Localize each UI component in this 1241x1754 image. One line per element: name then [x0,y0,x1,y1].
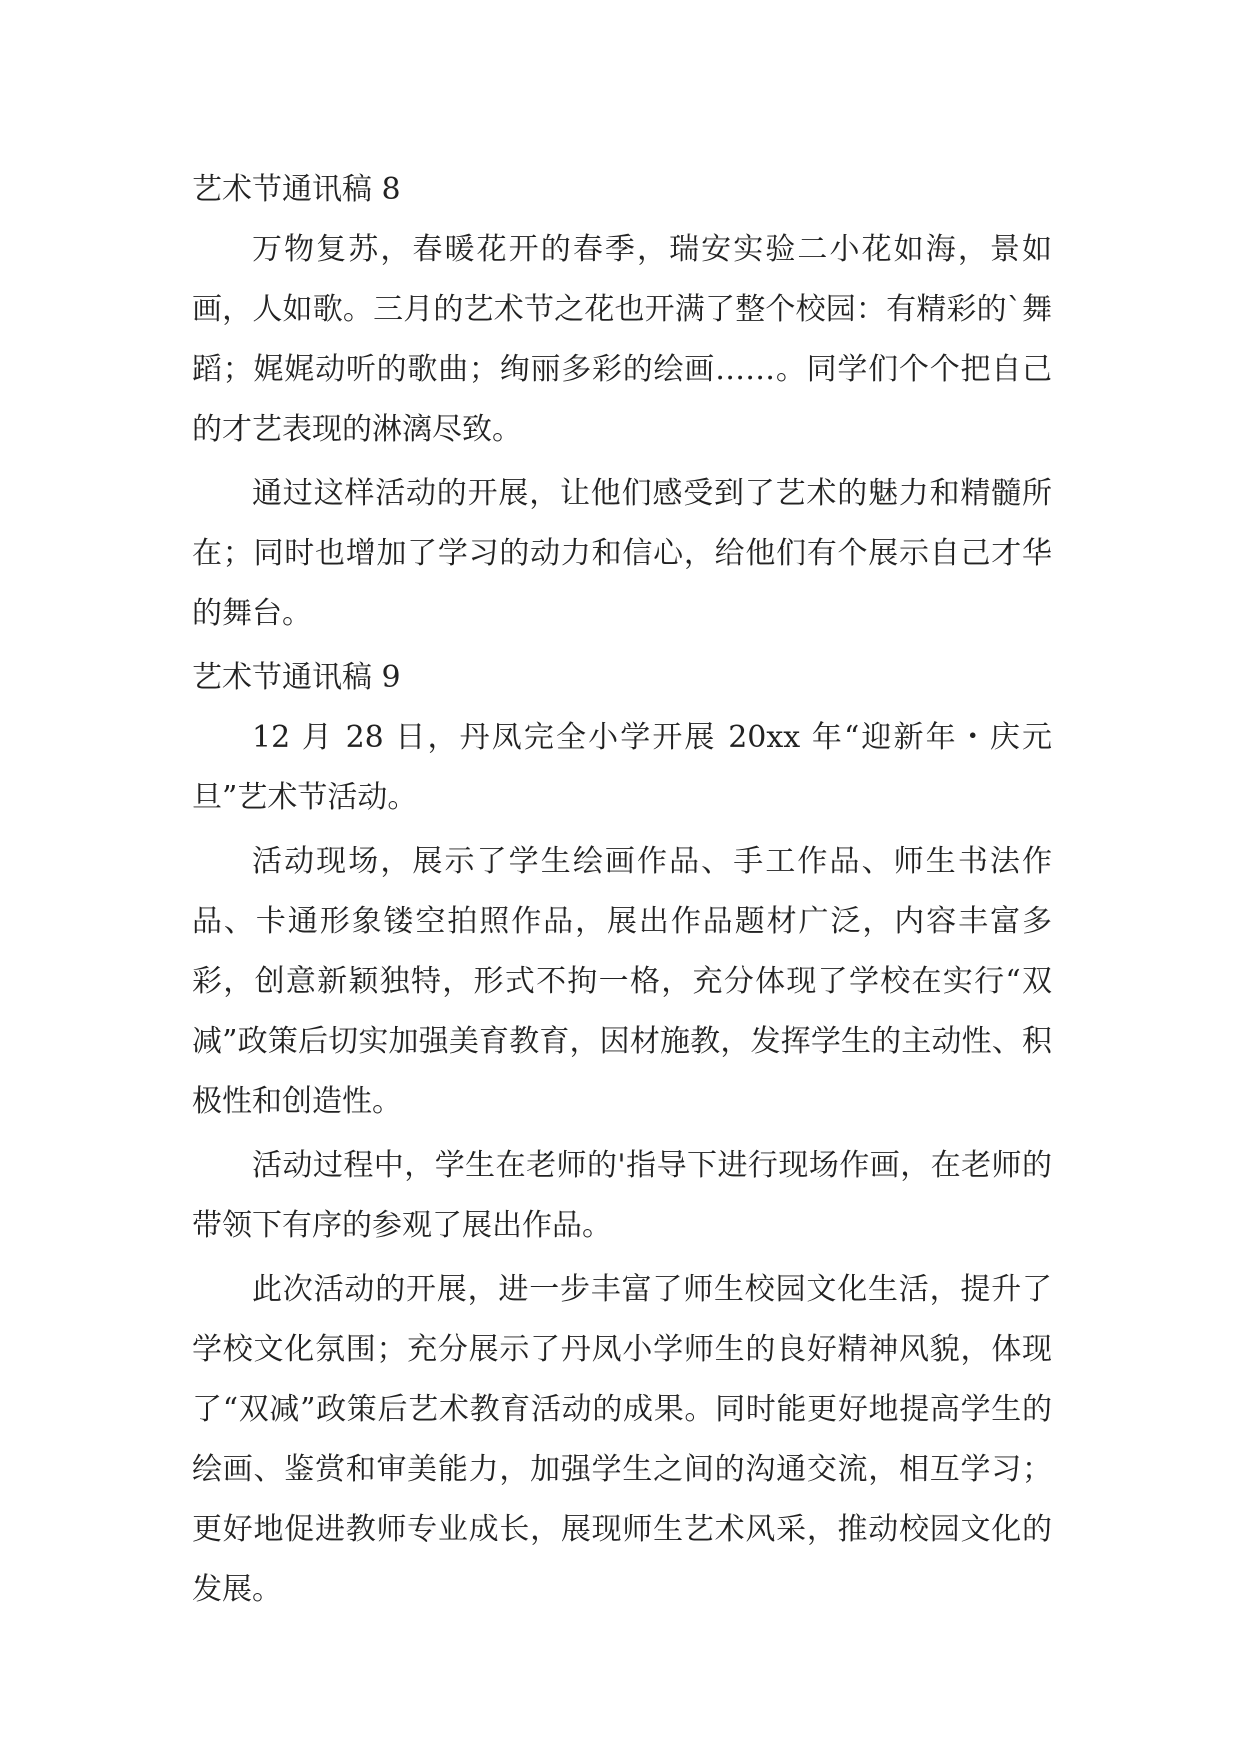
document-page [192,160,1052,1624]
paragraph: 12 月 28 日，丹凤完全小学开展 20xx 年“迎新年・庆元旦”艺术节活动。 [192,720,1052,815]
paragraph: 通过这样活动的开展，让他们感受到了艺术的魅力和精髓所在；同时也增加了学习的动力和信心，给他们有个展示自己才华的舞台。 [192,476,1052,631]
section-9 [192,648,1052,1620]
paragraph: 万物复苏，春暖花开的春季，瑞安实验二小花如海，景如画，人如歌。三月的艺术节之花也开满了整个校园：有精彩的`舞蹈；娓娓动听的歌曲；绚丽多彩的绘画……。同学们个个把自己的才艺表现的淋漓尽致。 [192,232,1052,447]
paragraph: 活动过程中，学生在老师的'指导下进行现场作画，在老师的带领下有序的参观了展出作品。 [192,1148,1052,1243]
section-8 [192,160,1052,644]
paragraph: 活动现场，展示了学生绘画作品、手工作品、师生书法作品、卡通形象镂空拍照作品，展出作品题材广泛，内容丰富多彩，创意新颖独特，形式不拘一格，充分体现了学校在实行“双减”政策后切实加强美育教育，因材施教，发挥学生的主动性、积极性和创造性。 [192,844,1052,1119]
section-title: 艺术节通讯稿 9 [192,660,401,695]
section-title: 艺术节通讯稿 8 [192,172,401,207]
paragraph: 此次活动的开展，进一步丰富了师生校园文化生活，提升了学校文化氛围；充分展示了丹凤小学师生的良好精神风貌，体现了“双减”政策后艺术教育活动的成果。同时能更好地提高学生的绘画、鉴赏和审美能力，加强学生之间的沟通交流，相互学习；更好地促进教师专业成长，展现师生艺术风采，推动校园文化的发展。 [192,1272,1052,1607]
